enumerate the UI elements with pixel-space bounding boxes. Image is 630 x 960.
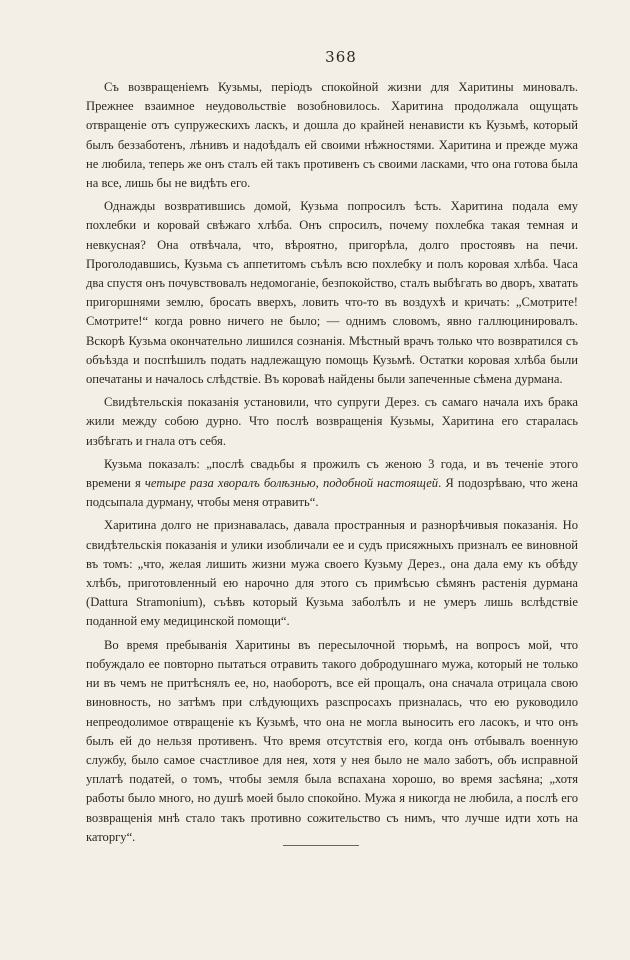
text-run: Кузьма показалъ: „послѣ свадьбы я прожилъ съ женою 3 года, и въ теченіе этого времени я [86, 456, 578, 491]
body-text [86, 78, 578, 847]
page-number: 368 [325, 48, 357, 66]
paragraph-1 [86, 78, 578, 193]
paragraph-6 [86, 636, 578, 847]
paragraph-4 [86, 455, 578, 513]
paragraph-5 [86, 516, 578, 631]
paragraph-3 [86, 393, 578, 451]
text-run: Съ возвращеніемъ Кузьмы, періодъ спокойной жизни для Харитины миновалъ. Прежнее взаимное неудовольствіе возобновилось. Харитина продолжала ощущать отвращеніе отъ супружескихъ ласкъ, и дошла до крайней ненависти къ Кузьмѣ, который былъ беззаботенъ, лѣнивъ и надоѣдалъ ей своими нѣжностями. Харитина и прежде мужа не любила, теперь же онъ сталъ ей такъ противенъ съ своими ласками, что она готова была на все, лишь бы не видѣть его. [86, 80, 578, 191]
text-run: Харитина долго не признавалась, давала пространныя и разнорѣчивыя показанія. Но свидѣтельскія показанія и улики изобличали ее и судъ присяжныхъ призналъ ее виновной въ томъ: „что, желая лишить жизни мужа своего Кузьму Дерез., она дала ему къ обѣду хлѣбъ, приготовленный ею нарочно для этого съ примѣсью сѣмянъ растенія дурмана (Dattura Stramonium), съѣвъ который Кузьма заболѣлъ и не умеръ лишь вслѣдствіе поданной ему медицинской помощи“. [86, 518, 578, 629]
text-run: . Я подозрѣваю, что жена подсыпала дурману, чтобы меня отравить“. [86, 476, 578, 510]
text-run: Однажды возвратившись домой, Кузьма попросилъ ѣсть. Харитина подала ему похлебки и коровай свѣжаго хлѣба. Онъ спросилъ, почему похлебка такая темная и невкусная? Она отвѣчала, что, вѣроятно, пригорѣла, долго простоявъ на печи. Проголодавшись, Кузьма съ аппетитомъ съѣлъ всю похлебку и полъ коровая хлѣба. Часа два спустя онъ почувствовалъ недомоганіе, безпокойство, сталъ выбѣгать во дворъ, хватать пригоршнями землю, бросать вверхъ, ловить что-то въ воздухѣ и кричать: „Смотрите! Смотрите!“ когда ровно ничего не было; — однимъ словомъ, явно галлюцинировалъ. Вскорѣ Кузьма окончательно лишился сознанія. Мѣстный врачъ только что возвратился съ объѣзда и поспѣшилъ подать надлежащую помощь Кузьмѣ. Остатки коровая хлѣба были опечатаны и началось слѣдствіе. Въ короваѣ найдены были запеченные сѣмена дурмана. [86, 199, 578, 387]
paragraph-2 [86, 197, 578, 389]
emphasized-text: четыре раза хворалъ болѣзнью, подобной настоящей [144, 476, 439, 491]
text-run: Во время пребыванія Харитины въ пересылочной тюрьмѣ, на вопросъ мой, что побуждало ее повторно пытаться отравить такого добродушнаго мужа, который не только ни въ чемъ не притѣснялъ ее, но, наоборотъ, все ей прощалъ, она сначала отрицала свою виновность, но затѣмъ при слѣдующихъ разспросахъ призналась, что ею руководило непреодолимое отвращеніе къ Кузьмѣ, что она не могла выносить его ласокъ, и что онъ былъ ей до нельзя противенъ. Что время отсутствія его, когда онъ отбывалъ военную службу, было самое счастливое для нея, хотя у нея было не мало заботъ, объ исправной уплатѣ податей, о томъ, чтобы земля была вспахана хорошо, во время засѣяна; „хотя работы было много, но душѣ моей было спокойно. Мужа я никогда не любила, а послѣ его возвращенія мнѣ стало такъ противно сожительство съ нимъ, что лучше идти хоть на каторгу“. [86, 637, 578, 844]
section-divider [283, 845, 359, 846]
text-run: Свидѣтельскія показанія установили, что супруги Дерез. съ самаго начала ихъ брака жили между собою дурно. Что послѣ возвращенія Кузьмы, Харитина его старалась избѣгать и гнала отъ себя. [86, 395, 578, 448]
